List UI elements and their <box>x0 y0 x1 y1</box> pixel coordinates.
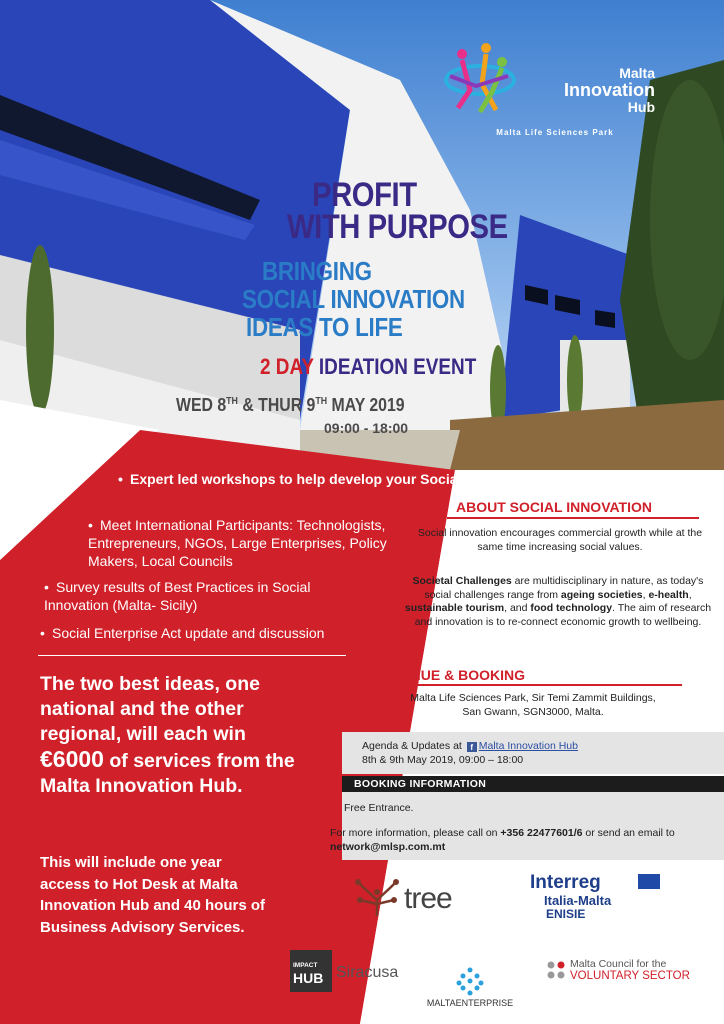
title-line-1: PROFIT <box>312 176 417 214</box>
event-dates: WED 8TH & THUR 9TH MAY 2019 <box>176 395 405 415</box>
eu-flag-icon <box>638 874 660 889</box>
bullet-item: • Survey results of Best Practices in Social Innovation (Malta- Sicily) <box>44 579 311 613</box>
email-address: network@mlsp.com.mt <box>330 841 446 853</box>
mcvs-logo: Malta Council for the VOLUNTARY SECTOR <box>570 958 690 982</box>
subtitle-line-1: BRINGING <box>262 256 372 286</box>
prize-text: The two best ideas, one national and the other regional, will each win €6000 of services from the Malta Innovation Hub. <box>40 673 295 797</box>
interreg-logo: Interreg Italia-Malta ENISIE <box>530 872 612 921</box>
contact-info: For more information, please call on +356 22477601/6 or send an email to network@mlsp.com.mt <box>330 827 675 853</box>
people-circle-icon <box>440 40 520 120</box>
divider <box>38 655 346 656</box>
prize-extra-text: This will include one year access to Hot Desk at Malta Innovation Hub and 40 hours of Business Advisory Services. <box>40 854 265 936</box>
facebook-link[interactable]: Malta Innovation Hub <box>478 740 578 752</box>
subtitle-line-2: SOCIAL INNOVATION <box>242 284 465 314</box>
about-title: ABOUT SOCIAL INNOVATION <box>456 499 652 515</box>
phone-number: +356 22477601/6 <box>500 827 583 839</box>
siracusa-word: Siracusa <box>336 964 399 981</box>
venue-title: VENUE & BOOKING <box>392 667 526 683</box>
tree-logo <box>352 878 452 922</box>
logo-tagline: Malta Life Sciences Park <box>496 128 614 137</box>
title-line-2: WITH PURPOSE <box>287 208 508 246</box>
facebook-icon: f <box>467 742 477 752</box>
tree-word: tree <box>404 882 452 915</box>
event-type: IDEATION EVENT <box>318 354 477 379</box>
bullet-item: • Meet International Participants: Technologists, Entrepreneurs, NGOs, Large Enterprises, Policy Makers, Local Councils <box>88 517 387 569</box>
about-paragraph-1: Social innovation encourages commercial growth while at the same time increasing social values. <box>417 527 703 553</box>
event-duration: 2 DAY <box>260 354 314 379</box>
malta-innovation-hub-logo <box>440 40 720 140</box>
booking-title: BOOKING INFORMATION <box>354 778 487 790</box>
bullet-item: • Expert led workshops to help develop your Social Innovation ideas <box>118 471 576 487</box>
malta-enterprise-logo: MALTAENTERPRISE <box>410 966 530 1008</box>
impact-hub-logo: IMPACT HUB <box>290 950 332 992</box>
logo-name: Malta Innovation Hub <box>564 65 655 115</box>
subtitle-line-3: IDEAS TO LIFE <box>246 312 403 342</box>
section-rule <box>447 517 699 519</box>
agenda-info: Agenda & Updates at f Malta Innovation Hub 8th & 9th May 2019, 09:00 – 18:00 <box>362 740 578 766</box>
dot-grid-icon <box>455 966 485 996</box>
event-time: 09:00 - 18:00 <box>324 420 409 436</box>
bullet-item: • Social Enterprise Act update and discussion <box>40 625 325 641</box>
prize-amount: €6000 <box>40 746 104 772</box>
dots-icon <box>546 960 568 980</box>
free-entrance: Free Entrance. <box>344 802 414 814</box>
about-paragraph-2: Societal Challenges are multidisciplinary in nature, as today's social challenges range from ageing societies, e-health, sustainable tourism, and food technology. The aim of research and innovation is to re-connect economic growth to wellbeing. <box>404 575 712 628</box>
section-rule <box>384 684 682 686</box>
tree-icon <box>352 878 402 918</box>
event-line <box>260 354 476 380</box>
venue-address: Malta Life Sciences Park, Sir Temi Zammit Buildings, San Gwann, SGN3000, Malta. <box>410 692 656 718</box>
